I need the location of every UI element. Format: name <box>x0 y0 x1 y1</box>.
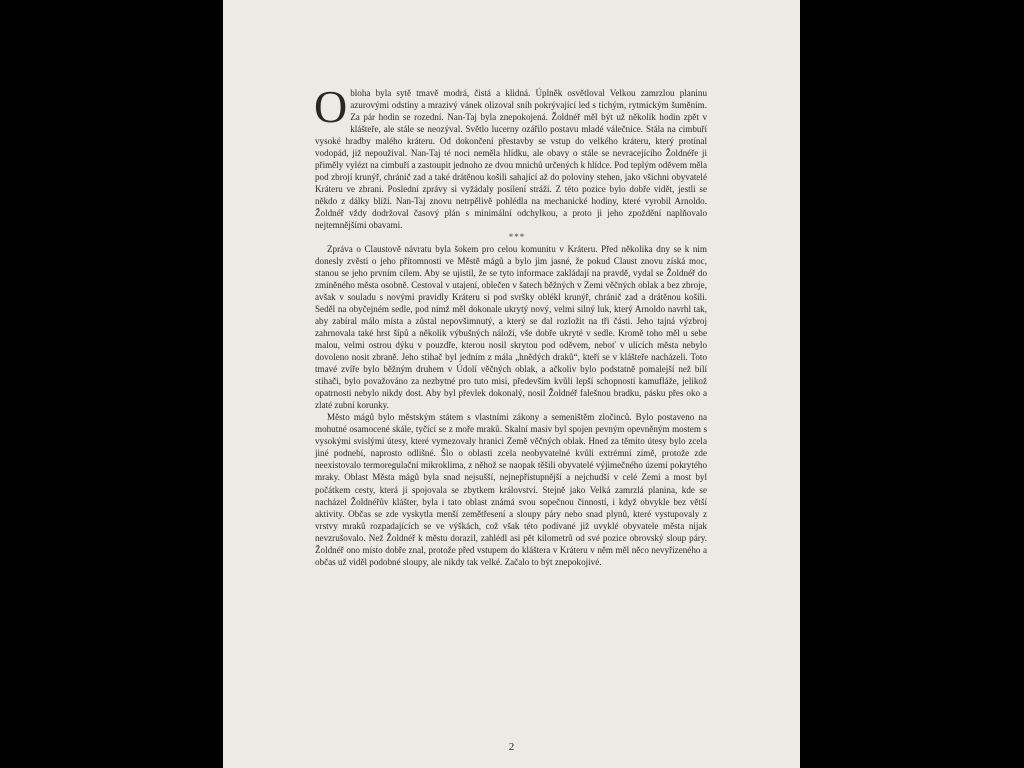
paragraph-1-text: bloha byla sytě tmavě modrá, čistá a klidná. Úplněk osvětloval Velkou zamrzlou planinu azurovými odstíny a mrazivý vánek olizoval sníh pokrývající led s tichým, rytmickým šuměním. Za pár hodin se rozední. Nan-Taj byla znepokojená. Žoldnéř měl být už několik hodin zpět v klášteře, ale stále se neozýval. Světlo lucerny ozářilo postavu mladé válečnice. Stála na cimbuří vysoké hradby malého kráteru. Od dokončení přestavby se vstup do velkého kráteru, který protínal vodopád, již nepoužíval. Nan-Taj té noci neměla hlídku, ale obavy o stále se nevracejícího Žoldnéře ji přiměly vylézt na cimbuří a zastoupit jednoho ze dvou mnichů určených k hlídce. Pod teplým oděvem měla pod zbrojí krunýř, chránič zad a také drátěnou košili sahající až do poloviny stehen, jako všichni obyvatelé Kráteru ve zbrani. Poslední zprávy si vyžádaly posílení stráží. Z této pozice bylo dobře vidět, jestli se někdo z dálky blíží. Nan-Taj znovu netrpělivě pohlédla na mechanické hodiny, které vyrobil Arnoldo. Žoldnéř vždy dodržoval časový plán s minimální odchylkou, a proto ji jeho zpoždění naplňovalo nejtemnějšími obavami. <box>315 88 707 231</box>
book-page <box>223 0 800 768</box>
page-body <box>314 81 707 568</box>
paragraph-1 <box>314 81 707 231</box>
paragraph-2: Zpráva o Claustově návratu byla šokem pro celou komunitu v Kráteru. Před několika dny se k nim donesly zvěsti o jeho přítomnosti ve Městě mágů a bylo jim jasné, že pokud Claust znovu získá moc, stanou se jeho prvním cílem. Aby se ujistil, že se tyto informace zakládají na pravdě, vydal se Žoldnéř do zmíněného města osobně. Cestoval v utajení, oblečen v šatech běžných v Zemi věčných oblak a bez zbroje, avšak v souladu s novými pravidly Kráteru si pod svršky oblékl krunýř, chránič zad a drátěnou košili. Seděl na obyčejném sedle, pod nímž měl dokonale ukrytý nový, velmi silný luk, který Arnoldo navrhl tak, aby zabíral málo místa a zůstal nepovšimnutý, a který se dal rozložit na tři části. Jeho tajná výzbroj zahrnovala také hrst šípů a několik výbušných náloží, vše dobře ukryté v sedle. Kromě toho měl u sebe malou, velmi ostrou dýku v pouzdře, kterou nosil skrytou pod oděvem, neboť v ulicích města nebylo dovoleno nosit zbraně. Jeho stihač byl jedním z mála „hnědých draků“, kteří se v klášteře nacházeli. Toto tmavé zvíře bylo běžným druhem v Údolí věčných oblak, a ačkoliv bylo podstatně pomalejší než bílí stihači, bylo považováno za nezbytné pro tuto misi, především kvůli lepší schopnosti kamufláže, jelikož opatrnosti nebylo nikdy dost. Aby byl převlek dokonalý, nosil Žoldnéř falešnou bradku, pásku přes oko a zlaté zubní korunky. <box>315 244 707 411</box>
drop-cap: O <box>314 81 348 132</box>
page-number: 2 <box>508 741 515 753</box>
section-separator: *** <box>508 232 526 243</box>
paragraph-3: Město mágů bylo městským státem s vlastními zákony a semeništěm zločinců. Bylo postaveno na mohutné osamocené skále, tyčící se z moře mraků. Skalní masiv byl spojen pevným opevněným mostem s vysokými svislými útesy, které vymezovaly hranici Země věčných oblak. Hned za těmito útesy bylo zcela jiné podnebí, naprosto odlišné. Šlo o oblasti zcela neobyvatelné kvůli extrémní zimě, protože zde neexistovalo termoregulační mikroklima, z něhož se naopak těšili obyvatelé výjimečného území pokrytého mraky. Oblast Města mágů byla snad nejsušší, nejnepřístupnější a nejchudší v celé Zemi a most byl počátkem cesty, která ji spojovala se zbytkem království. Stejně jako Velká zamrzlá planina, kde se nacházel Žoldnéřův klášter, byla i tato oblast známá svou sopečnou činností, i když obvykle bez větší aktivity. Občas se zde vyskytla menší zemětřesení a sloupy páry nebo snad plynů, které vystupovaly z vrstvy mraků rozpadajících se ve výškách, což však této podívané již uvyklé obyvatele města nijak nevzrušovalo. Než Žoldnéř k městu dorazil, zahlédl asi pět kilometrů od své pozice obrovský sloup páry. Žoldnéř ono místo dobře znal, protože před vstupem do kláštera v Kráteru v něm měl něco nevyřízeného a občas už viděl podobné sloupy, ale nikdy tak velké. Začalo to být znepokojivé. <box>315 412 707 567</box>
